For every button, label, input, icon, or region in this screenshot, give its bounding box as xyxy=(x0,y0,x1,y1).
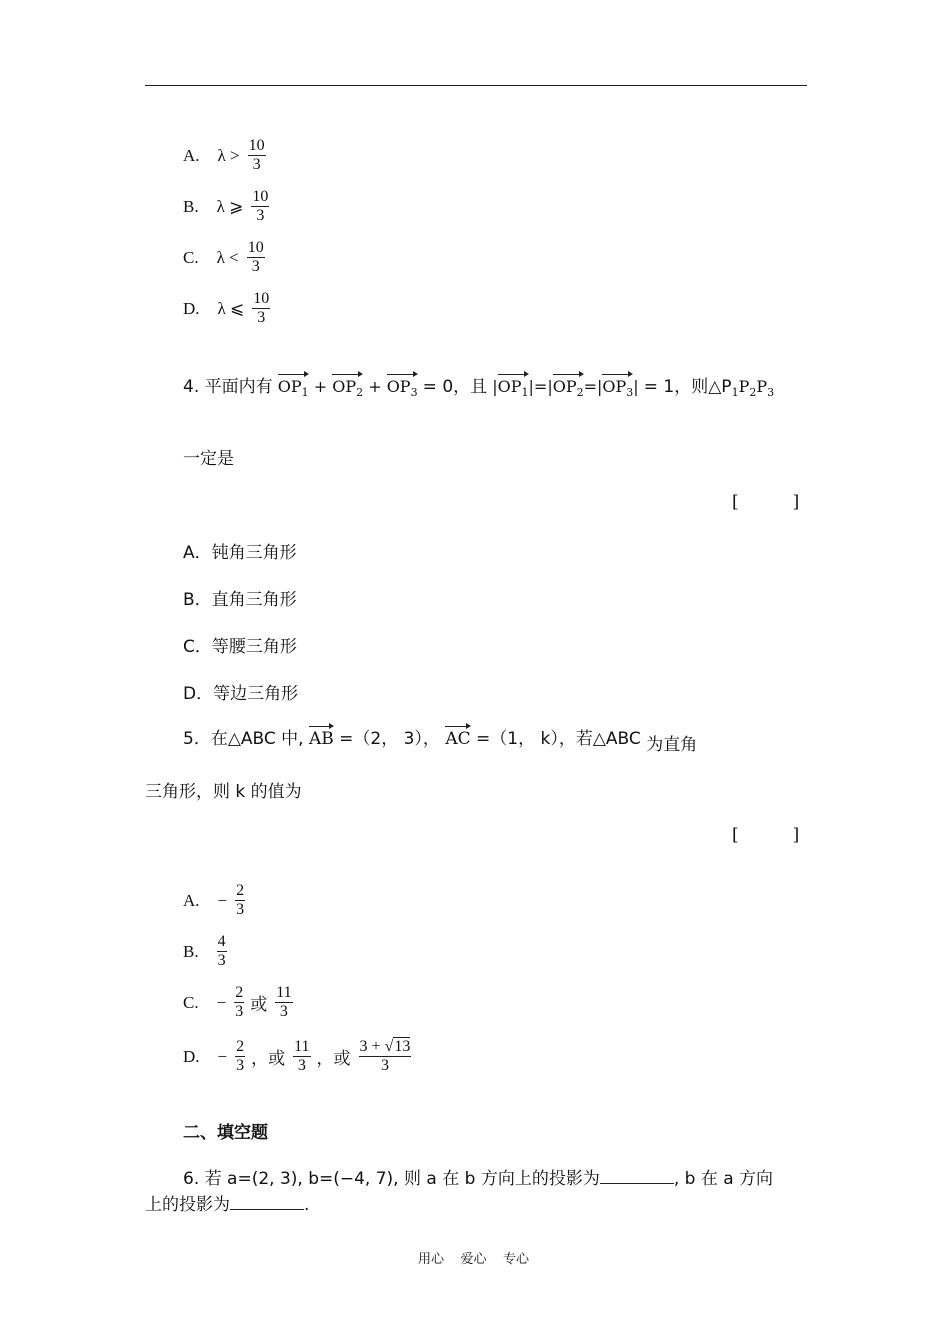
q4-option-a: A．钝角三角形 xyxy=(183,543,297,563)
option-label: C. xyxy=(183,247,199,267)
numerator xyxy=(359,1038,412,1057)
numerator: 2 xyxy=(236,1038,245,1055)
q5-option-a xyxy=(183,882,245,919)
subscript: 1 xyxy=(301,386,309,400)
option-label: D. xyxy=(183,1046,200,1066)
option-label: B. xyxy=(183,941,199,961)
fraction xyxy=(234,984,244,1021)
q6-text: 6. 若 a=(2, 3), b=(−4, 7), 则 a 在 b 方向上的投影为 xyxy=(183,1169,600,1189)
answer-bracket: [ ] xyxy=(732,825,800,845)
fraction xyxy=(251,188,269,225)
option-symbol: λ > xyxy=(217,145,240,165)
q5-statement xyxy=(183,724,698,755)
numerator-part: 3 + xyxy=(359,1038,381,1055)
fraction xyxy=(293,1038,310,1075)
denominator: 3 xyxy=(252,156,261,173)
plus-sign: + xyxy=(313,377,328,396)
q3-option-b xyxy=(183,188,269,225)
equals-one: = 1，则△P xyxy=(643,377,732,397)
numerator: 10 xyxy=(252,188,269,205)
equals-zero: = 0，且 xyxy=(422,377,488,397)
q5-line2: 三角形，则 k 的值为 xyxy=(145,782,302,802)
minus-sign: − xyxy=(217,890,228,910)
option-label: C. xyxy=(183,992,199,1012)
q6-text: 上的投影为 xyxy=(145,1195,230,1215)
q5-option-c xyxy=(183,984,293,1021)
header-rule xyxy=(145,85,807,86)
vector-text: OP xyxy=(497,377,522,396)
vector-op1-abs xyxy=(498,377,529,399)
q5-option-b xyxy=(183,933,227,970)
q5-prefix: 5．在△ABC 中, xyxy=(183,729,304,749)
denominator: 3 xyxy=(217,952,226,969)
plus-sign: + xyxy=(368,377,382,396)
q4-continuation: 一定是 xyxy=(183,449,234,469)
page-footer: 用心 爱心 专心 xyxy=(418,1252,530,1267)
subscript: 2 xyxy=(356,386,364,400)
sqrt-sign: √ xyxy=(384,1038,394,1055)
vector-ab xyxy=(309,729,334,749)
q4-statement xyxy=(183,372,774,399)
q4-option-c: C．等腰三角形 xyxy=(183,637,297,657)
vector-op2 xyxy=(332,377,363,399)
subscript: 1 xyxy=(521,386,529,400)
answer-blank[interactable] xyxy=(600,1169,674,1184)
q6-line1 xyxy=(183,1164,773,1189)
answer-bracket: [ ] xyxy=(732,492,800,512)
denominator: 3 xyxy=(236,1057,245,1074)
subscript: 3 xyxy=(767,386,775,400)
radicand: 13 xyxy=(394,1038,411,1055)
subscript: 2 xyxy=(576,386,584,400)
vector-op2-abs xyxy=(553,377,584,399)
fraction xyxy=(217,933,227,970)
vector-op3-abs xyxy=(602,377,633,399)
denominator: 3 xyxy=(279,1003,288,1020)
answer-blank[interactable] xyxy=(230,1195,304,1210)
vector-text: AC xyxy=(445,729,471,749)
fraction xyxy=(275,984,292,1021)
q4-option-d: D．等边三角形 xyxy=(183,684,299,704)
vector-ab-value: =（2， 3）， xyxy=(339,729,440,749)
abs-bar: | xyxy=(633,377,639,396)
minus-sign: − xyxy=(217,1046,228,1066)
q6-line2 xyxy=(145,1190,309,1215)
abs-bar: | xyxy=(492,377,498,396)
numerator: 11 xyxy=(276,984,292,1001)
vector-op3 xyxy=(387,377,418,399)
numerator: 4 xyxy=(217,933,226,950)
subscript: 3 xyxy=(626,386,634,400)
or-word: ，或 xyxy=(251,1049,286,1069)
numerator: 10 xyxy=(253,290,270,307)
q4-prefix: 4. 平面内有 xyxy=(183,377,273,397)
point-p: P xyxy=(738,377,750,396)
q3-option-c xyxy=(183,239,265,276)
numerator: 2 xyxy=(235,984,244,1001)
numerator: 10 xyxy=(248,137,265,154)
q6-text: . xyxy=(304,1195,310,1215)
vector-text: AB xyxy=(308,729,334,749)
section-title: 二、填空题 xyxy=(183,1123,268,1143)
vector-text: OP xyxy=(552,377,577,396)
option-label: B. xyxy=(183,196,199,216)
minus-sign: − xyxy=(216,992,227,1012)
vector-text: OP xyxy=(277,377,302,396)
fraction xyxy=(359,1038,412,1075)
vector-ac xyxy=(445,729,470,749)
q3-option-d xyxy=(183,290,270,327)
fraction xyxy=(235,882,245,919)
option-label: A. xyxy=(183,890,200,910)
numerator: 11 xyxy=(294,1038,310,1055)
q6-text: , b 在 a 方向 xyxy=(673,1169,774,1189)
numerator: 2 xyxy=(236,882,245,899)
denominator: 3 xyxy=(251,258,260,275)
option-symbol: λ < xyxy=(216,247,239,267)
vector-op1 xyxy=(278,377,309,399)
or-word: 或 xyxy=(250,995,268,1015)
vector-text: OP xyxy=(332,377,357,396)
vector-text: OP xyxy=(386,377,411,396)
denominator: 3 xyxy=(236,901,245,918)
subscript: 2 xyxy=(749,386,757,400)
q5-option-d xyxy=(183,1038,411,1075)
vector-ac-value: =（1， k），若△ABC xyxy=(476,729,641,749)
numerator: 10 xyxy=(247,239,264,256)
q3-option-a xyxy=(183,137,266,174)
option-label: A. xyxy=(183,145,200,165)
denominator: 3 xyxy=(257,309,266,326)
abs-bar: |=| xyxy=(528,377,553,396)
denominator: 3 xyxy=(235,1003,244,1020)
point-p: P xyxy=(756,377,768,396)
fraction xyxy=(247,239,265,276)
fraction xyxy=(235,1038,245,1075)
denominator: 3 xyxy=(380,1057,389,1074)
denominator: 3 xyxy=(256,207,265,224)
abs-bar: =| xyxy=(583,377,603,396)
option-symbol: λ ⩽ xyxy=(217,298,245,318)
q5-tail: 为直角 xyxy=(646,735,698,755)
vector-text: OP xyxy=(602,377,627,396)
fraction xyxy=(252,290,270,327)
q4-option-b: B．直角三角形 xyxy=(183,590,297,610)
fraction xyxy=(248,137,266,174)
denominator: 3 xyxy=(297,1057,306,1074)
subscript: 3 xyxy=(410,386,418,400)
option-symbol: λ ⩾ xyxy=(216,196,244,216)
option-label: D. xyxy=(183,298,200,318)
or-word: ，或 xyxy=(316,1049,351,1069)
subscript: 1 xyxy=(731,386,739,400)
